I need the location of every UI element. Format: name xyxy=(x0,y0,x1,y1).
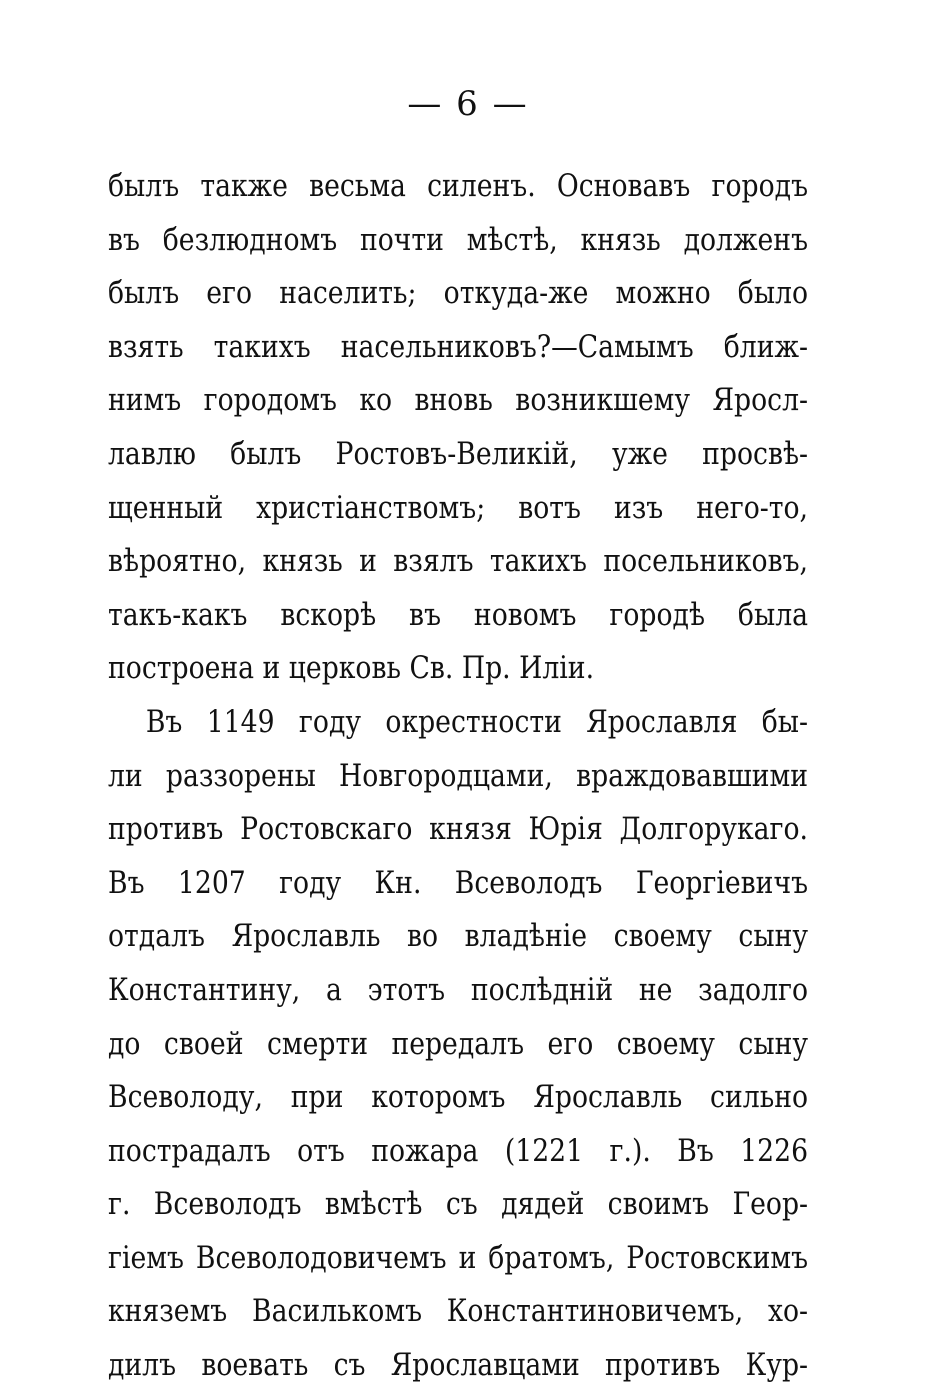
text-line: Константину, а этотъ послѣдній не задолго xyxy=(108,971,809,1008)
text-line: лавлю былъ Ростовъ-Великій, уже просвѣ- xyxy=(108,435,809,472)
paragraph-2 xyxy=(108,696,808,1393)
text-line: противъ Ростовскаго князя Юрія Долгорукаго. xyxy=(108,811,809,848)
text-line: Въ 1207 году Кн. Всеволодъ Георгіевичъ xyxy=(108,864,809,901)
text-line: г. Всеволодъ вмѣстѣ съ дядей своимъ Геор- xyxy=(108,1186,809,1223)
text-line: гіемъ Всеволодовичемъ и братомъ, Ростовскимъ xyxy=(108,1239,809,1276)
text-line: былъ также весьма силенъ. Основавъ городъ xyxy=(108,168,809,204)
text-line: дилъ воевать съ Ярославцами противъ Кур- xyxy=(108,1347,809,1384)
page-number: — 6 — xyxy=(407,84,529,124)
text-line: щенный христіанствомъ; вотъ изъ него-то, xyxy=(108,489,809,526)
text-line: до своей смерти передалъ его своему сыну xyxy=(108,1025,809,1062)
text-line: былъ его населить; откуда-же можно было xyxy=(108,275,809,312)
text-line: отдалъ Ярославль во владѣніе своему сыну xyxy=(108,918,809,955)
text-line: построена и церковь Св. Пр. Иліи. xyxy=(108,650,595,687)
text-line: Всеволоду, при которомъ Ярославль сильно xyxy=(108,1079,809,1116)
text-line: нимъ городомъ ко вновь возникшему Яросл- xyxy=(108,382,809,419)
text-line: пострадалъ отъ пожара (1221 г.). Въ 1226 xyxy=(108,1132,809,1169)
text-line: княземъ Василькомъ Константиновичемъ, хо- xyxy=(108,1293,809,1330)
text-line: ли раззорены Новгородцами, враждовавшими xyxy=(108,757,809,794)
text-line: Въ 1149 году окрестности Ярославля бы- xyxy=(145,703,809,740)
text-line: въ безлюдномъ почти мѣстѣ, князь долженъ xyxy=(108,221,809,258)
body-text xyxy=(108,160,808,1393)
text-line: вѣроятно, князь и взялъ такихъ посельниковъ, xyxy=(108,543,809,580)
paragraph-1 xyxy=(108,160,808,696)
text-line: такъ-какъ вскорѣ въ новомъ городѣ была xyxy=(108,596,809,633)
text-line: взять такихъ насельниковъ?—Самымъ ближ- xyxy=(108,328,809,365)
